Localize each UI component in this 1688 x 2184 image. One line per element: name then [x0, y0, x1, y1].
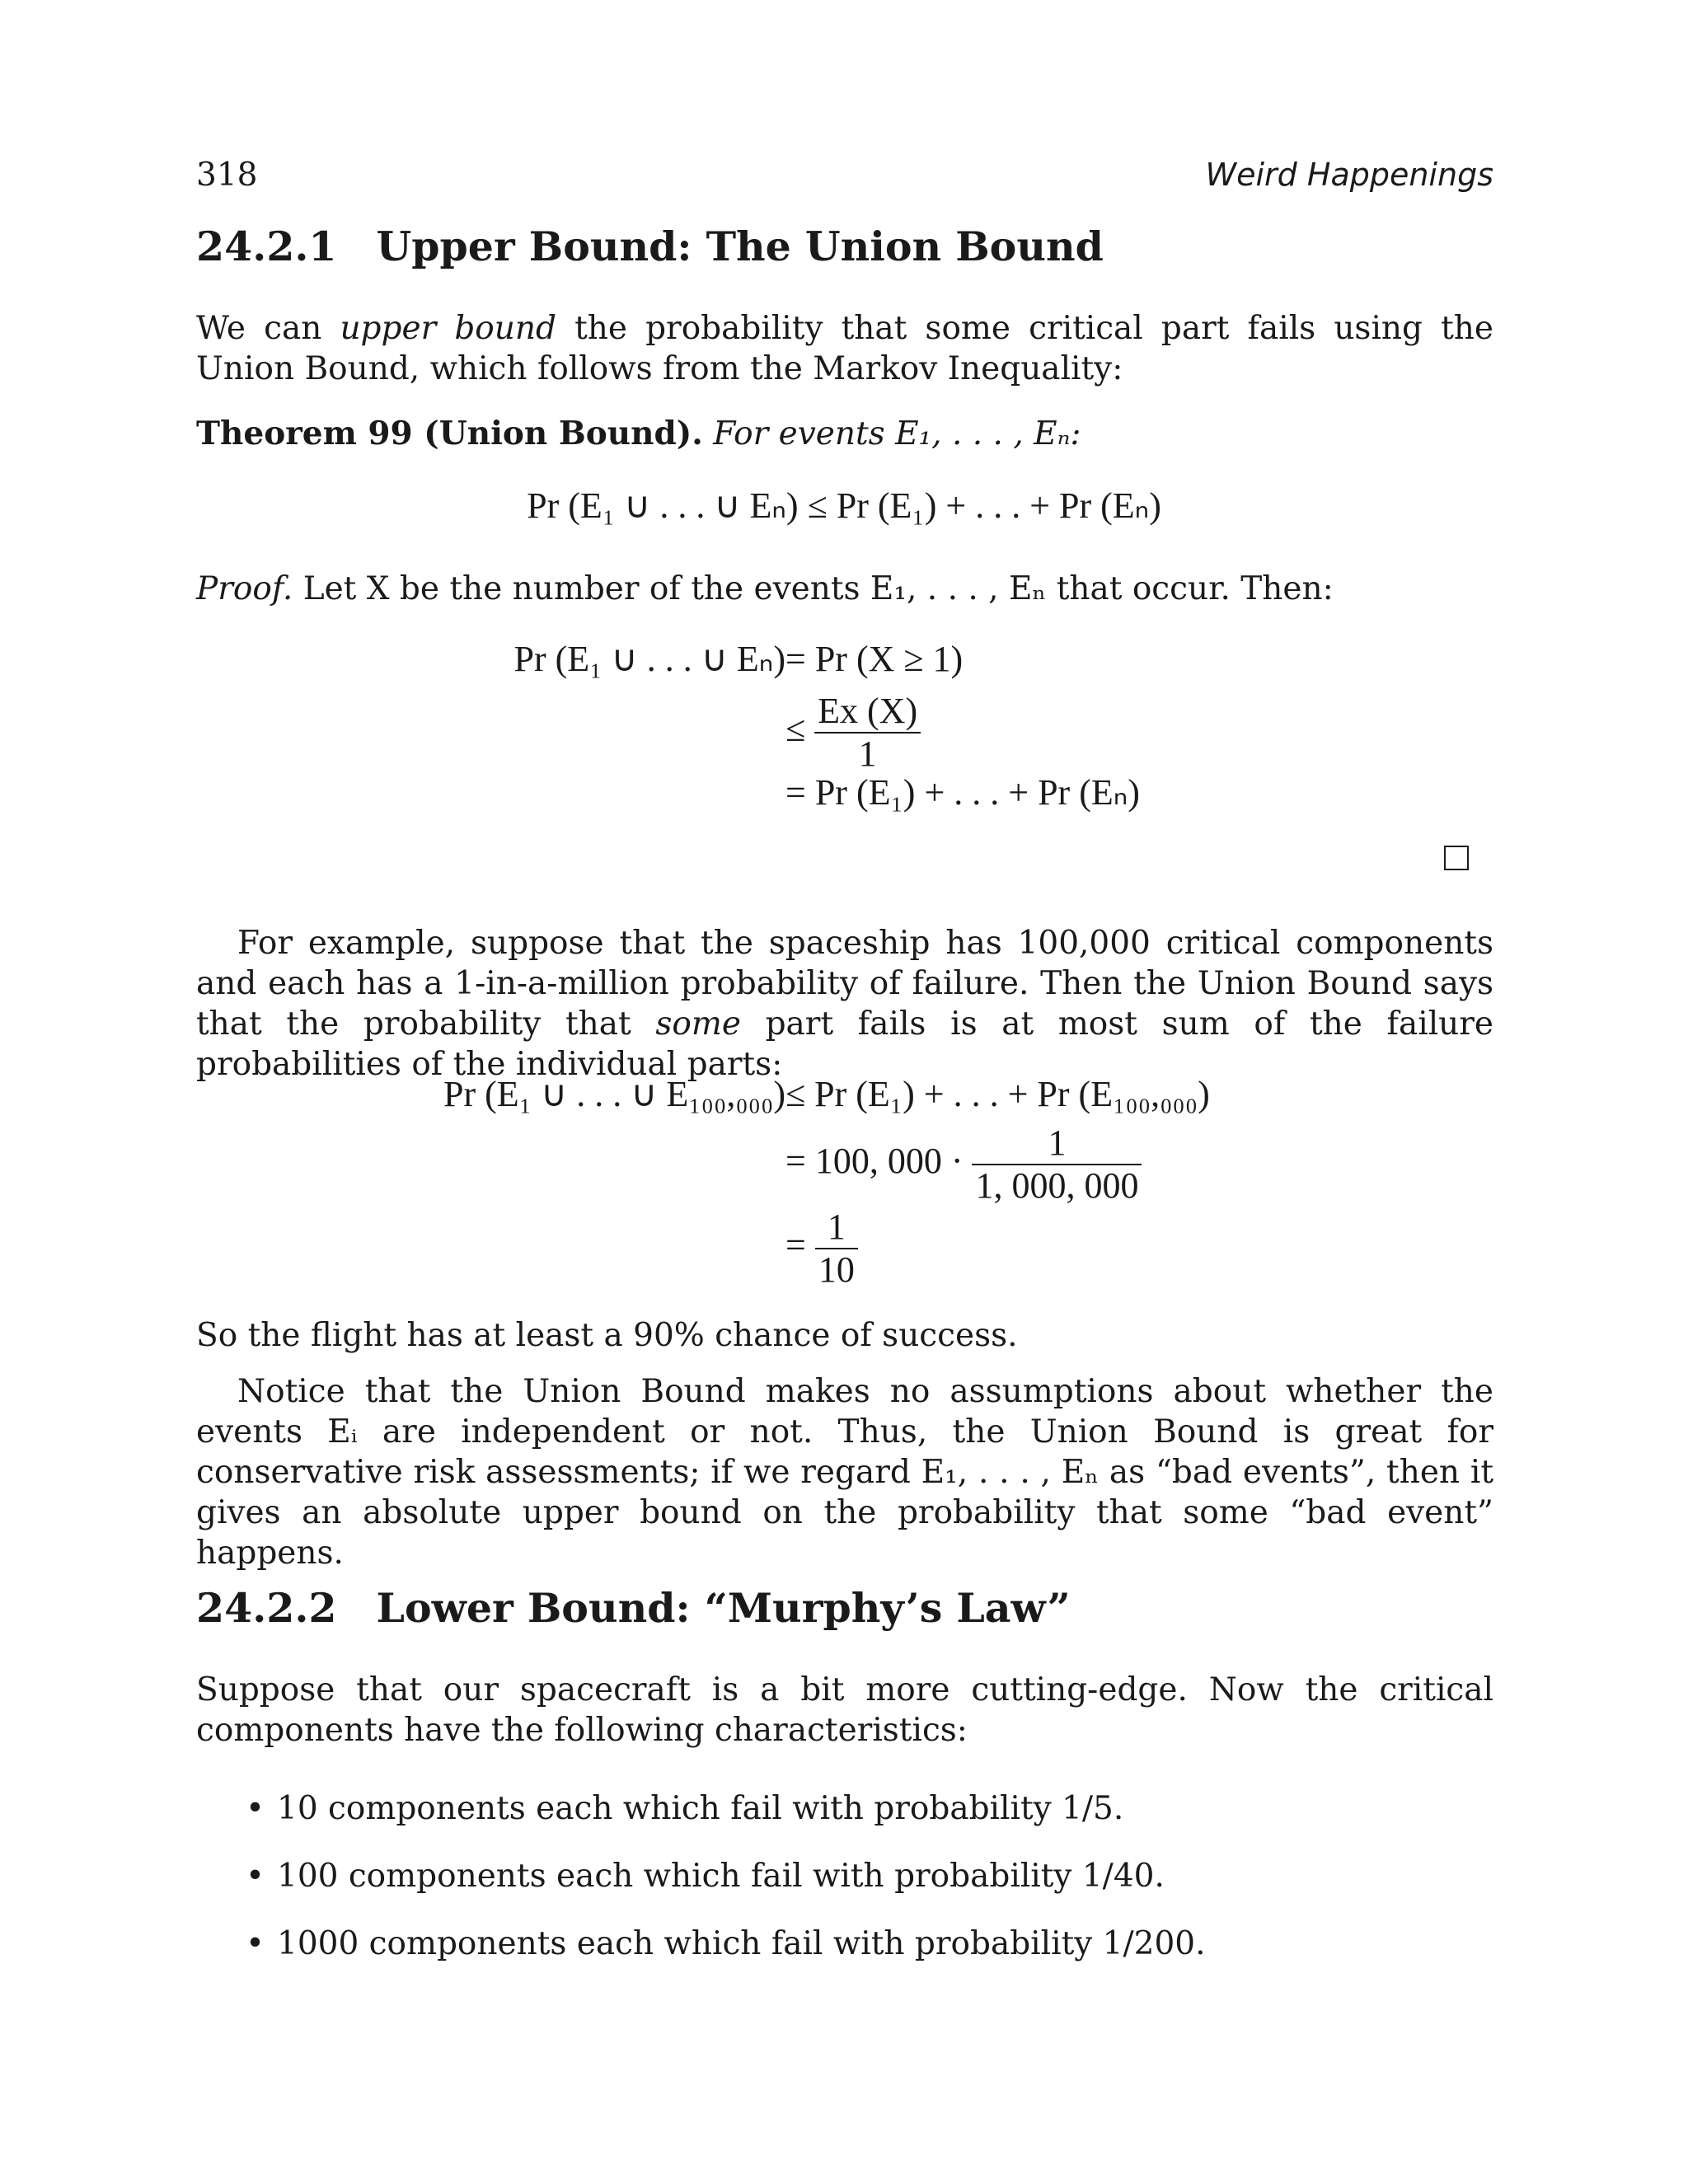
- theorem-99: [196, 414, 1493, 454]
- qed-symbol: [1444, 846, 1469, 870]
- proof-lhs: Pr (E₁ ∪ . . . ∪ Eₙ): [513, 639, 785, 679]
- intro-paragraph: We can upper bound the probability that some critical part fails using the Union Bound, which follows from the Markov Inequality:: [196, 310, 1493, 387]
- section-heading-24-2-1: [196, 223, 1104, 270]
- running-title: Weird Happenings: [1205, 157, 1493, 193]
- proof-step-2: ≤ $\frac{Ex (X)}{1}$: [785, 691, 921, 775]
- example-lhs: Pr (E₁ ∪ . . . ∪ E₁₀₀,₀₀₀): [443, 1074, 785, 1114]
- fraction-one-over-ten: $\frac{1}{10}$: [815, 1207, 858, 1291]
- conclusion-line: So the flight has at least a 90% chance of success.: [196, 1317, 1018, 1354]
- example-paragraph: For example, suppose that the spaceship has 100,000 critical components and each has a 1-in-a-million probability of failure. Then the Union Bound says that the probability that some part fails is at most sum of the failure probabilities of the individual parts:: [196, 925, 1494, 1083]
- proof-step-1: = Pr (X ≥ 1): [785, 639, 964, 679]
- proof-step-3: = Pr (E₁) + . . . + Pr (Eₙ): [785, 772, 1140, 813]
- bullet-icon: •: [246, 1790, 265, 1827]
- section-number: 24.2.1: [196, 223, 337, 270]
- emphasis-upper-bound: upper bound: [340, 310, 556, 347]
- fraction-one-over-million: $\frac{1}{1, 000, 000}$: [972, 1122, 1142, 1207]
- bullet-icon: •: [246, 1925, 265, 1962]
- list-item: • 10 components each which fail with probability 1/5.: [246, 1790, 1124, 1827]
- proof-label: Proof.: [196, 570, 293, 607]
- section-title: Lower Bound: “Murphy’s Law”: [376, 1584, 1071, 1632]
- proof-paragraph: [196, 569, 1493, 609]
- spacecraft-paragraph: Suppose that our spacecraft is a bit more cutting-edge. Now the critical components have the following characteristics:: [196, 1671, 1493, 1749]
- fraction-ex-over-1: $\frac{Ex (X)}{1}$: [814, 691, 921, 775]
- section-number: 24.2.2: [196, 1584, 337, 1632]
- list-item: • 100 components each which fail with probability 1/40.: [246, 1858, 1165, 1895]
- example-step-3: = $\frac{1}{10}$: [785, 1207, 858, 1291]
- list-item: • 1000 components each which fail with probability 1/200.: [246, 1925, 1206, 1962]
- notice-paragraph: Notice that the Union Bound makes no assumptions about whether the events Eᵢ are independent or not. Thus, the Union Bound is great for conservative risk assessments; if we regard E₁, . . . , Eₙ as “bad events”, then it gives an absolute upper bound on the probability that some “bad event” happens.: [196, 1373, 1493, 1572]
- theorem-equation: Pr (E₁ ∪ . . . ∪ Eₙ) ≤ Pr (E₁) + . . . + Pr (Eₙ): [527, 485, 1161, 526]
- theorem-label: Theorem 99 (Union Bound).: [196, 415, 703, 452]
- component-list: [246, 1788, 1493, 1991]
- theorem-text: For events E₁, . . . , Eₙ:: [713, 415, 1081, 452]
- emphasis-some: some: [655, 1005, 741, 1043]
- section-title: Upper Bound: The Union Bound: [376, 223, 1104, 270]
- example-step-2: = 100, 000 · $\frac{1}{1, 000, 000}$: [785, 1122, 1142, 1207]
- example-step-1: ≤ Pr (E₁) + . . . + Pr (E₁₀₀,₀₀₀): [785, 1074, 1210, 1114]
- bullet-icon: •: [246, 1858, 265, 1895]
- page-number: 318: [196, 157, 258, 194]
- proof-text: Let X be the number of the events E₁, . . . , Eₙ that occur. Then:: [302, 570, 1334, 607]
- section-heading-24-2-2: [196, 1584, 1071, 1632]
